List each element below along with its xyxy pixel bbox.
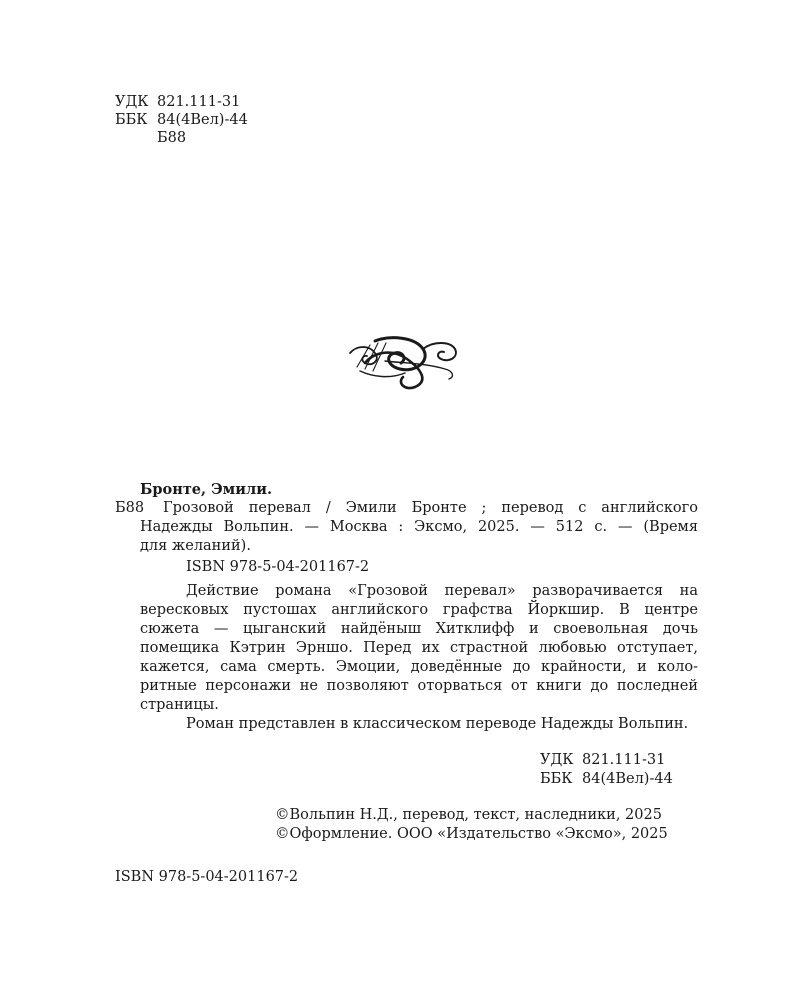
description-line: Грозовой перевал / Эмили Бронте ; перевод с английского — [163, 500, 698, 516]
copyright-line: ©Вольпин Н.Д., перевод, текст, наследники, 2025 — [275, 807, 662, 823]
top-author-sign: Б88 — [157, 130, 187, 146]
annotation-line: ритные персонажи не позволяют оторваться от книги до последней — [140, 678, 698, 694]
bbk-label: ББК — [540, 771, 573, 787]
record-author-sign: Б88 — [115, 500, 145, 516]
top-udk — [115, 95, 240, 110]
udk-value: 821.111-31 — [157, 94, 241, 110]
annotation-line: вересковых пустошах английского графства Йоркшир. В центре — [140, 602, 698, 618]
bottom-udk — [540, 753, 665, 768]
copyright-line: ©Оформление. ООО «Издательство «Эксмо», 2025 — [275, 826, 668, 842]
annotation-line: помещика Кэтрин Эрншо. Перед их страстной любовью отступает, — [140, 640, 698, 656]
description-line: Надежды Вольпин. — Москва : Эксмо, 2025. — 512 с. — (Время — [140, 519, 698, 535]
bbk-value: 84(4Вел)-44 — [157, 112, 248, 128]
flourish-ornament-icon — [345, 333, 460, 391]
annotation-line: кажется, сама смерть. Эмоции, доведённые до крайности, и коло- — [140, 659, 698, 675]
bbk-label: ББК — [115, 112, 148, 128]
top-bbk — [115, 113, 248, 128]
bbk-value: 84(4Вел)-44 — [582, 771, 673, 787]
udk-label: УДК — [540, 752, 574, 768]
author-heading: Бронте, Эмили. — [140, 481, 273, 498]
annotation-line: страницы. — [140, 697, 219, 713]
record-isbn: ISBN 978-5-04-201167-2 — [186, 559, 370, 575]
udk-value: 821.111-31 — [582, 752, 666, 768]
description-line: для желаний). — [140, 538, 251, 554]
annotation-line: Роман представлен в классическом переводе Надежды Вольпин. — [186, 716, 689, 732]
bottom-bbk — [540, 772, 673, 787]
footer-isbn: ISBN 978-5-04-201167-2 — [115, 869, 299, 885]
annotation-line: Действие романа «Грозовой перевал» разворачивается на — [186, 583, 698, 599]
annotation-line: сюжета — цыганский найдёныш Хитклифф и своевольная дочь — [140, 621, 698, 637]
udk-label: УДК — [115, 94, 149, 110]
